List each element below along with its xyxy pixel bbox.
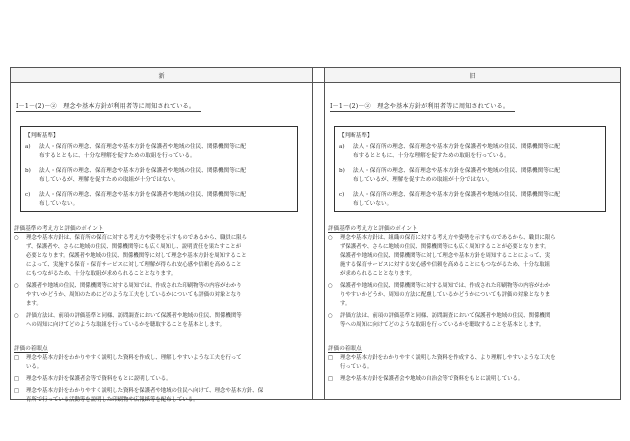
header-old: 旧 bbox=[325, 68, 621, 83]
point-line: にもつながるため、十分な取組が求められることとなります。 bbox=[26, 271, 177, 277]
point-item bbox=[14, 312, 304, 330]
point-line: 保護者や地域の住民、関係機関等に対して理念や基本方針を周知することによって、実 bbox=[340, 253, 551, 259]
header-gap bbox=[313, 68, 325, 83]
points-header bbox=[328, 224, 418, 232]
section-title-text: Ⅰ－1－(2)－② 理念や基本方針が利用者等に周知されている。 bbox=[16, 103, 196, 110]
point-item bbox=[328, 312, 618, 330]
focus-line: 理念や基本方針をわかりやすく説明した資料を作成する、より理解しやすいような工夫を bbox=[340, 355, 556, 361]
checkbox-icon: □ bbox=[14, 355, 20, 361]
criteria-label: a) bbox=[25, 144, 31, 150]
point-line: 理念や基本方針は、組織の保育に対する考え方や姿勢を示すものであるから、職員に限ら bbox=[340, 235, 556, 241]
point-line: 等への周知に向けてどのような取組を行っているかを聴取することを基本とします。 bbox=[340, 322, 545, 328]
focus-header bbox=[328, 344, 362, 352]
point-line: 評価方法は、前項の評価基準と同様、訪問調査において保護者や地域の住民、関係機関 bbox=[340, 313, 551, 319]
point-line: りやすいかどうか、周知の方法に配慮しているかどうかについても評価の対象となりま bbox=[340, 292, 551, 298]
criteria-line: 布しているが、理解を促すための取組が十分ではない。 bbox=[353, 177, 493, 183]
criteria-item bbox=[339, 143, 599, 161]
point-line: 施する保育サービスに対する安心感や信頼を高めることにもつながるため、十分な取組 bbox=[340, 262, 551, 268]
point-text bbox=[340, 312, 550, 330]
focus-text bbox=[26, 375, 172, 384]
criteria-line: 法人・保育所の理念、保育理念や基本方針を保護者や地域の住民、関係機関等に配 bbox=[39, 192, 246, 198]
criteria-text bbox=[353, 191, 560, 209]
old-column bbox=[325, 83, 621, 400]
focus-item bbox=[14, 375, 304, 384]
criteria-text bbox=[353, 167, 560, 185]
point-line: が求められることとなります。 bbox=[340, 271, 416, 277]
point-line: 保護者や地域の住民、関係機関等に対する周知では、作成された印刷物等の内容がわか bbox=[340, 283, 551, 289]
bullet-circle-icon: ○ bbox=[328, 313, 333, 319]
point-item bbox=[328, 282, 618, 309]
point-text bbox=[26, 282, 242, 309]
bullet-circle-icon: ○ bbox=[14, 235, 19, 241]
points-header-text: 評価基準の考え方と評価のポイント bbox=[14, 226, 104, 232]
focus-line: 理念や基本方針を保護者会や地域の自治会等で資料をもとに説明している。 bbox=[340, 376, 524, 382]
point-line: ず、保護者や、さらに地域の住民、関係機関等にも広く周知し、説明責任を果たすことが bbox=[26, 244, 242, 250]
criteria-text bbox=[39, 167, 246, 185]
criteria-item bbox=[25, 143, 291, 161]
checkbox-icon: □ bbox=[14, 376, 20, 382]
point-line: への周知に向けてどのような取組を行っているかを聴取することを基本とします。 bbox=[26, 322, 226, 328]
criteria-item bbox=[25, 191, 291, 209]
criteria-text bbox=[353, 143, 560, 161]
point-line: 必要となります。保護者や地域の住民、関係機関等に対して理念や基本方針を周知すること bbox=[26, 253, 247, 259]
focus-line: 理念や基本方針をわかりやすく説明した資料を保護者や地域の住民へ向けて、理念や基本方針、保 bbox=[26, 388, 264, 394]
point-item bbox=[328, 234, 618, 279]
focus-text bbox=[340, 375, 523, 384]
focus-line: いる。 bbox=[26, 364, 43, 370]
focus-header bbox=[14, 344, 48, 352]
criteria-text bbox=[39, 191, 246, 209]
criteria-label: c) bbox=[339, 192, 345, 198]
point-text bbox=[340, 282, 550, 309]
point-line: によって、実施する保育・保育サービスに対して理解が得られ安心感や信頼を高めること bbox=[26, 262, 242, 268]
point-item bbox=[14, 282, 304, 309]
checkbox-icon: □ bbox=[328, 376, 334, 382]
point-line: ず保護者や、さらに地域の住民、関係機関等にも広く周知することが必要となります。 bbox=[340, 244, 550, 250]
criteria-label: b) bbox=[25, 168, 31, 174]
criteria-item bbox=[25, 167, 291, 185]
criteria-line: 法人・保育所の理念、保育理念や基本方針を保護者や地域の住民、関係機関等に配 bbox=[353, 168, 560, 174]
bullet-circle-icon: ○ bbox=[14, 313, 19, 319]
bullet-circle-icon: ○ bbox=[328, 283, 333, 289]
focus-text bbox=[26, 387, 263, 405]
focus-line: 理念や基本方針をわかりやすく説明した資料を作成し、理解しやすいような工夫を行って bbox=[26, 355, 242, 361]
point-item bbox=[14, 234, 304, 279]
focus-header-text: 評価の着眼点 bbox=[14, 346, 48, 352]
criteria-line: 布するとともに、十分な理解を促すための取組を行っている。 bbox=[353, 153, 510, 159]
criteria-label: c) bbox=[25, 192, 31, 198]
point-line: 評価方法は、前項の評価基準と同様、訪問調査において保護者や地域の住民、関係機関等 bbox=[26, 313, 242, 319]
point-line: す。 bbox=[340, 301, 351, 307]
bullet-circle-icon: ○ bbox=[328, 235, 333, 241]
focus-item bbox=[328, 354, 618, 372]
point-line: ます。 bbox=[26, 301, 42, 307]
section-title-text: Ⅰ－1－(2)－② 理念や基本方針が利用者等に周知されている。 bbox=[330, 103, 510, 110]
criteria-text bbox=[39, 143, 246, 161]
section-title-underline bbox=[16, 111, 201, 112]
new-column bbox=[11, 83, 313, 403]
criteria-line: 法人・保育所の理念、保育理念や基本方針を保護者や地域の住民、関係機関等に配 bbox=[353, 144, 560, 150]
focus-item bbox=[14, 354, 304, 372]
point-text bbox=[26, 234, 247, 279]
criteria-line: 法人・保育所の理念、保育理念や基本方針を保護者や地域の住民、関係機関等に配 bbox=[39, 168, 246, 174]
focus-text bbox=[340, 354, 556, 372]
criteria-line: 布するとともに、十分な理解を促すための取組を行っている。 bbox=[39, 153, 196, 159]
points-header bbox=[14, 224, 104, 232]
section-title bbox=[330, 101, 509, 110]
focus-item bbox=[328, 375, 618, 384]
criteria-box bbox=[20, 126, 298, 212]
point-line: 保護者や地域の住民、関係機関等に対する周知では、作成された印刷物等の内容がわかり bbox=[26, 283, 242, 289]
focus-text bbox=[26, 354, 242, 372]
point-text bbox=[340, 234, 556, 279]
header-new: 新 bbox=[11, 68, 313, 83]
bullet-circle-icon: ○ bbox=[14, 283, 19, 289]
point-line: 理念や基本方針は、保育所の保育に対する考え方や姿勢を示すものであるから、職員に限ら bbox=[26, 235, 248, 241]
criteria-line: 法人・保育所の理念、保育理念や基本方針を保護者や地域の住民、関係機関等に配 bbox=[39, 144, 246, 150]
section-title bbox=[16, 101, 195, 110]
point-text bbox=[26, 312, 242, 330]
points-header-text: 評価基準の考え方と評価のポイント bbox=[328, 226, 418, 232]
point-line: やすいかどうか、周知のためにどのような工夫をしているかについても評価の対象となり bbox=[26, 292, 242, 298]
checkbox-icon: □ bbox=[14, 388, 20, 394]
checkbox-icon: □ bbox=[328, 355, 334, 361]
criteria-box bbox=[334, 126, 606, 212]
focus-header-text: 評価の着眼点 bbox=[328, 346, 362, 352]
focus-line: 理念や基本方針を保護者会等で資料をもとに説明している。 bbox=[26, 376, 172, 382]
comparison-table bbox=[10, 67, 621, 403]
criteria-item bbox=[339, 191, 599, 209]
section-title-underline bbox=[330, 111, 515, 112]
gap-column bbox=[313, 83, 325, 400]
criteria-line: 布しているが、理解を促すための取組が十分ではない。 bbox=[39, 177, 179, 183]
criteria-header: 【判断基準】 bbox=[25, 133, 59, 139]
criteria-item bbox=[339, 167, 599, 185]
criteria-line: 布していない。 bbox=[353, 201, 393, 207]
criteria-line: 法人・保育所の理念、保育理念や基本方針を保護者や地域の住民、関係機関等に配 bbox=[353, 192, 560, 198]
focus-line: 行っている。 bbox=[340, 364, 373, 370]
focus-line: 育所で行っている活動等を説明した印刷物や広報紙等を配布している。 bbox=[26, 397, 199, 403]
criteria-label: a) bbox=[339, 144, 345, 150]
criteria-line: 布していない。 bbox=[39, 201, 79, 207]
focus-item bbox=[14, 387, 304, 405]
criteria-label: b) bbox=[339, 168, 345, 174]
criteria-header: 【判断基準】 bbox=[339, 133, 373, 139]
